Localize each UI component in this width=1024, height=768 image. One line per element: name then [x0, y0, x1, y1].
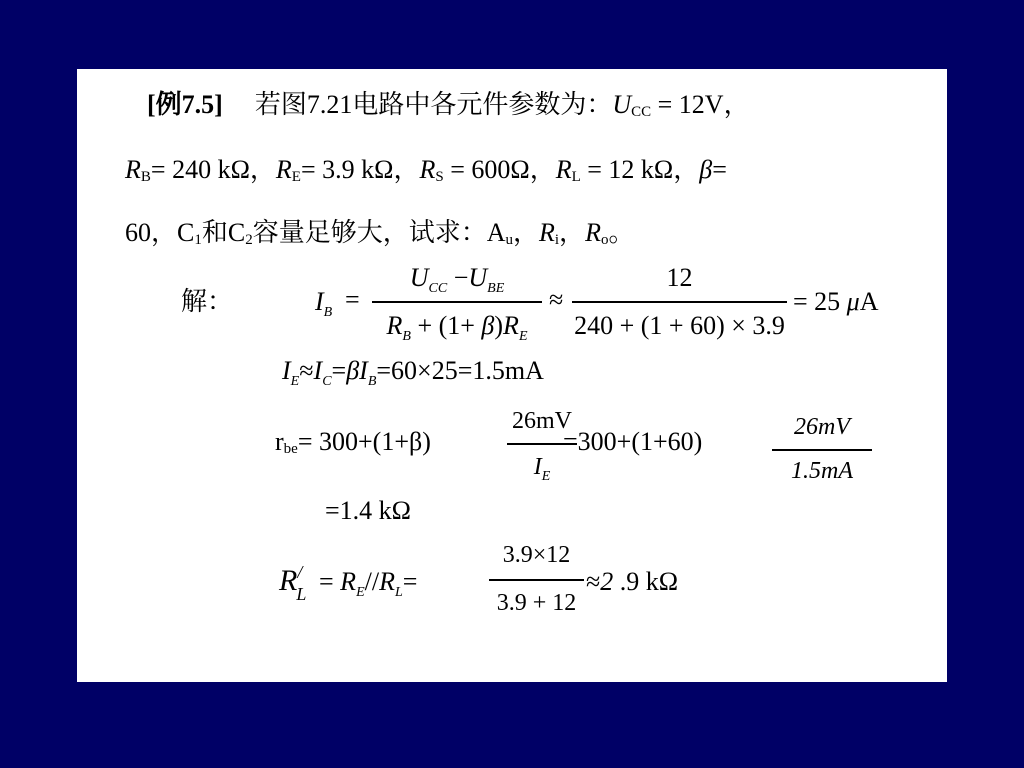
ucc-value: = 12V，: [651, 90, 750, 119]
solution-label: 解：: [181, 287, 234, 316]
rl-value: = 12 kΩ，: [580, 155, 700, 184]
problem-intro: 若图7.21电路中各元件参数为：: [254, 90, 613, 119]
rbe-fraction-1: 26mV $I_E$: [507, 405, 577, 491]
fraction-bar: [372, 301, 542, 303]
example-tag: [例7.5]: [147, 90, 223, 119]
rbe-fraction-2: 26mV 1.5mA: [772, 413, 872, 493]
rs-value: = 600Ω，: [443, 155, 556, 184]
rb-value: = 240 kΩ，: [150, 155, 276, 184]
problem-line-1: [例7.5] 若图7.21电路中各元件参数为：UCC = 12V，: [147, 90, 750, 120]
ie-equation: $I_E\approx I_C=\beta I_B=60\times 25=1.5mA$: [282, 356, 544, 389]
rl-prime-fraction: 3.9×12 3.9 + 12: [489, 539, 584, 621]
fraction-bar: [572, 301, 787, 303]
re-value: = 3.9 kΩ，: [300, 155, 420, 184]
slide-panel: [例7.5] 若图7.21电路中各元件参数为：UCC = 12V， RB= 240 kΩ，RE= 3.9 kΩ，RS = 600Ω，RL = 12 kΩ，β= 60，C1和C2容量足够大，试求：Au，Ri，Ro。 解： $I_B$ = $U_{CC} -U_{BE}$ $R_B + (1+ \beta)R_E$ ≈ 12 240 + (1 + 60) × 3.9 = 25 μA $I_E\approx I_C=\beta I_B=60\times 25=1.5mA$ rbe= 300+(1+β) 26mV $I_E$ =300+(1+60) 26mV 1.5mA =1.4 kΩ $R^/_L$ = $R_E//R_L=$ 3.9×12 3.9 + 12 ≈2 .9 kΩ: [77, 69, 947, 682]
problem-line-3: 60，C1和C2容量足够大，试求：Au，Ri，Ro。: [125, 218, 635, 248]
ib-fraction-2: 12 240 + (1 + 60) × 3.9: [572, 259, 787, 349]
ib-fraction-1: $U_{CC} -U_{BE}$ $R_B + (1+ \beta)R_E$: [372, 259, 542, 349]
fraction-bar: [489, 579, 584, 581]
rbe-result: =1.4 kΩ: [325, 496, 411, 525]
problem-line-2: RB= 240 kΩ，RE= 3.9 kΩ，RS = 600Ω，RL = 12 kΩ，β=: [125, 155, 727, 185]
fraction-bar: [772, 449, 872, 451]
